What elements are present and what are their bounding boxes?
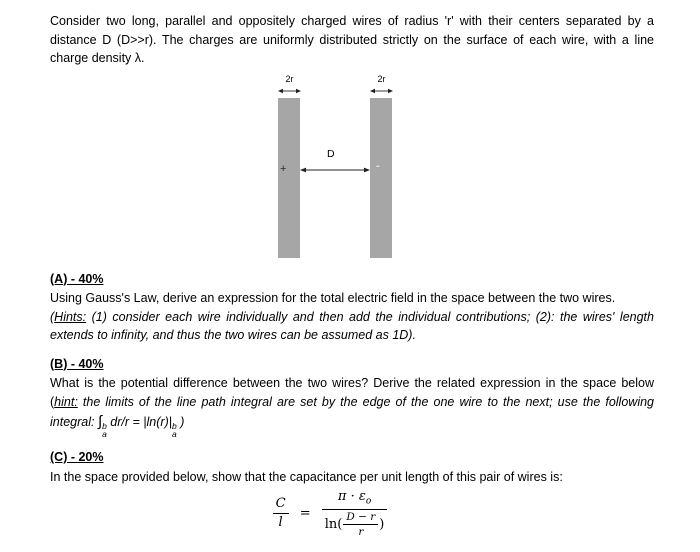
- rhs-numerator: [322, 489, 388, 510]
- section-b-hint-body: the limits of the line path integral are set by the edge of the one wire to the next; use the following integral:: [50, 394, 654, 429]
- evaluation-lower-limit: a: [171, 429, 177, 439]
- hints-label: Hints:: [54, 309, 87, 324]
- capacitance-formula: [28, 489, 632, 538]
- intro-paragraph: Consider two long, parallel and oppositely charged wires of radius 'r' with their centers separated by a distance D (D>>r). The charges are uniformly distributed strictly on the surface of each wire, with a line charge density λ.: [50, 14, 654, 65]
- rhs-fraction: [322, 489, 388, 538]
- closing-paren: ): [379, 516, 385, 532]
- section-b-heading-row: [50, 355, 654, 374]
- lhs-numerator: C: [273, 496, 289, 514]
- rhs-denominator: [322, 510, 388, 538]
- section-c: [50, 448, 654, 486]
- left-wire-diameter-label: 2r: [285, 73, 294, 84]
- left-diameter-arrow-icon: [278, 87, 301, 95]
- integral-body: dr/r = |ln(r)|: [106, 415, 172, 429]
- epsilon-subscript: o: [365, 496, 372, 507]
- integral-lower-limit: a: [102, 429, 107, 439]
- separation-arrow-icon: [300, 166, 370, 174]
- integral-closing-paren: ): [176, 415, 185, 429]
- lhs-denominator: l: [278, 514, 283, 530]
- section-b-heading: (B) - 40%: [50, 356, 104, 371]
- integral-sign: ∫: [97, 413, 103, 430]
- section-c-heading-row: [50, 448, 654, 467]
- lhs-fraction: [273, 496, 289, 532]
- section-c-body: In the space provided below, show that the capacitance per unit length of this pair of wires is:: [50, 469, 563, 484]
- integral-upper-limit: b: [102, 421, 107, 431]
- right-wire-charge-sign: -: [376, 159, 380, 172]
- right-wire-diameter-label: 2r: [377, 73, 386, 84]
- section-c-heading: (C) - 20%: [50, 450, 104, 464]
- section-b-body: [50, 374, 654, 438]
- inner-numerator: D − r: [343, 511, 378, 525]
- section-a: [50, 270, 654, 345]
- ln-prefix: ln(: [324, 516, 343, 532]
- section-b-text-start: What is the potential difference between the two wires? Derive the related expression in the space below (: [50, 376, 654, 409]
- inner-denominator: r: [358, 525, 364, 538]
- left-wire-charge-sign: +: [280, 162, 287, 175]
- equals-sign: =: [299, 505, 311, 521]
- right-diameter-arrow-icon: [370, 87, 393, 95]
- hints-body: (1) consider each wire individually and then add the individual contributions; (2): the wires' length extends to infinity, and thus the two wires can be assumed as 1D).: [50, 309, 654, 342]
- evaluation-upper-limit: b: [171, 421, 177, 431]
- hints-open-paren: (: [50, 309, 55, 324]
- separation-distance-label: D: [327, 147, 335, 160]
- section-a-hints: [50, 308, 654, 345]
- right-wire: [370, 98, 392, 258]
- inner-fraction: [343, 511, 378, 538]
- integral-expression: [97, 413, 185, 439]
- section-a-heading-row: [50, 270, 654, 289]
- section-a-heading: (A) - 40%: [50, 271, 104, 286]
- section-b: [50, 355, 654, 439]
- section-b-hint-label: hint:: [54, 394, 78, 409]
- left-wire: [278, 98, 300, 258]
- wires-diagram: [50, 74, 654, 260]
- rhs-numerator-text: π · ε: [337, 489, 366, 504]
- section-a-body: Using Gauss's Law, derive an expression for the total electric field in the space between the two wires.: [50, 291, 616, 305]
